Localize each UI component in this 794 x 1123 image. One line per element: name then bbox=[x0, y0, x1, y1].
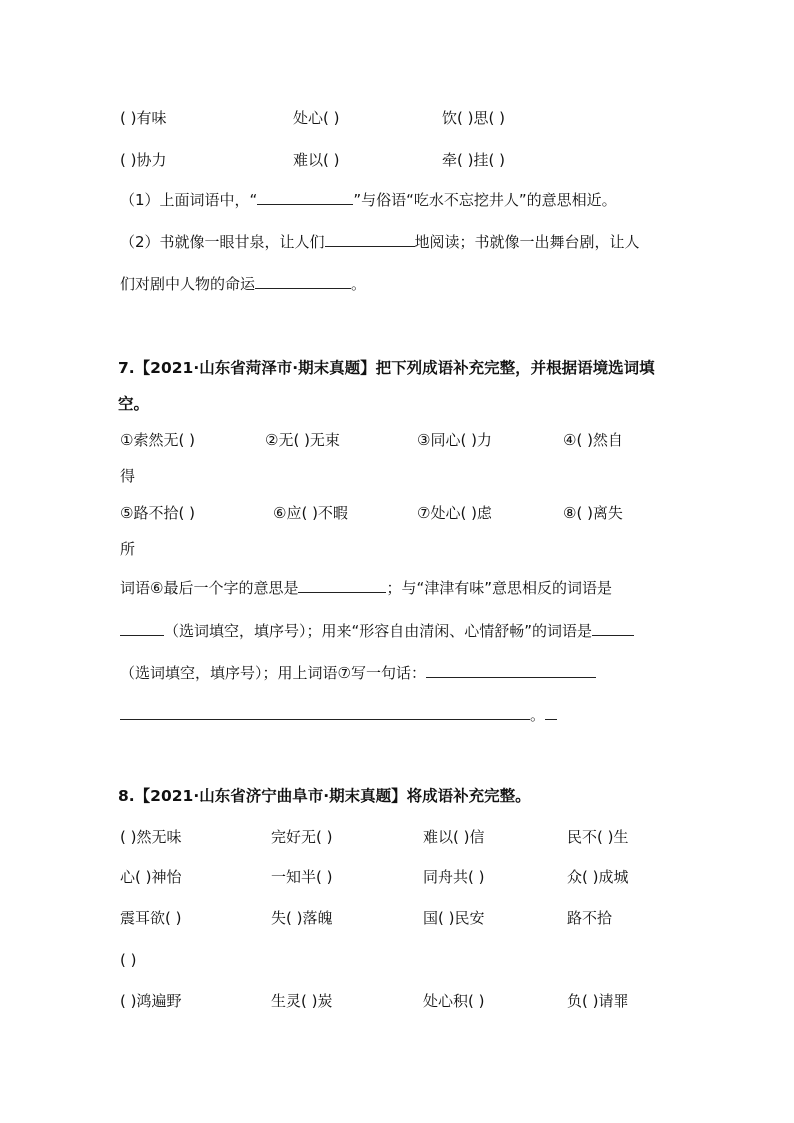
q6-sub2: （2）书就像一眼甘泉，让人们 地阅读；书就像一出舞台剧，让人 bbox=[120, 233, 640, 251]
idiom-blank: 饮( )思( ) bbox=[442, 109, 505, 127]
idiom-blank: 一知半( ) bbox=[271, 868, 333, 886]
idiom-blank: 震耳欲( ) bbox=[120, 909, 182, 927]
idiom-blank: ①索然无( ) bbox=[120, 431, 195, 449]
answer-blank[interactable] bbox=[298, 578, 386, 593]
answer-blank[interactable] bbox=[120, 621, 164, 636]
q7-line3: （选词填空，填序号）；用上词语⑦写一句话： bbox=[120, 661, 596, 685]
idiom-blank: ②无( )无束 bbox=[265, 431, 340, 449]
q6-sub2-cont: 们对剧中人物的命运 。 bbox=[120, 275, 367, 293]
idiom-blank: 牵( )挂( ) bbox=[442, 151, 505, 169]
idiom-blank: ⑧( )离失 bbox=[563, 504, 623, 522]
idiom-blank: 同舟共( ) bbox=[423, 868, 485, 886]
answer-blank[interactable] bbox=[120, 705, 530, 720]
idiom-blank: 生灵( )炭 bbox=[271, 992, 333, 1010]
idiom-blank: ( )然无味 bbox=[120, 828, 182, 846]
q7-row1-wrap: 得 bbox=[120, 467, 136, 485]
answer-blank[interactable] bbox=[325, 232, 415, 247]
q6-sub1: （1）上面词语中，“ ”与俗语“吃水不忘挖井人”的意思相近。 bbox=[120, 191, 617, 209]
q7-line1: 词语⑥最后一个字的意思是 ；与“津津有味”意思相反的词语是 bbox=[120, 579, 612, 597]
idiom-blank: ⑥应( )不暇 bbox=[273, 504, 348, 522]
idiom-blank: ④( )然自 bbox=[563, 431, 623, 449]
answer-blank-tail bbox=[545, 705, 557, 720]
answer-blank[interactable] bbox=[426, 663, 596, 678]
idiom-blank: 处心积( ) bbox=[423, 992, 485, 1010]
idiom-blank: 众( )成城 bbox=[567, 868, 629, 886]
q8-title: 8.【2021·山东省济宁曲阜市·期末真题】将成语补充完整。 bbox=[118, 787, 531, 805]
q7-line4: 。 bbox=[120, 703, 557, 727]
idiom-blank: 心( )神怡 bbox=[120, 868, 182, 886]
idiom-blank: 完好无( ) bbox=[271, 828, 333, 846]
idiom-blank: ③同心( )力 bbox=[417, 431, 492, 449]
idiom-blank: 负( )请罪 bbox=[567, 992, 629, 1010]
idiom-blank: ⑦处心( )虑 bbox=[417, 504, 492, 522]
idiom-blank: ( )有味 bbox=[120, 109, 167, 127]
idiom-blank: 民不( )生 bbox=[567, 828, 629, 846]
idiom-blank: 国( )民安 bbox=[423, 909, 485, 927]
idiom-blank: 路不拾 bbox=[567, 909, 613, 927]
q7-title: 7.【2021·山东省菏泽市·期末真题】把下列成语补充完整，并根据语境选词填 bbox=[118, 359, 655, 377]
answer-blank[interactable] bbox=[592, 621, 634, 636]
q7-row2-wrap: 所 bbox=[120, 540, 136, 558]
answer-blank[interactable] bbox=[257, 190, 353, 205]
idiom-blank: ⑤路不拾( ) bbox=[120, 504, 195, 522]
idiom-blank: ( )协力 bbox=[120, 151, 167, 169]
q7-line2: （选词填空，填序号）；用来“形容自由清闲、心情舒畅”的词语是 bbox=[120, 619, 634, 643]
idiom-blank: 难以( )信 bbox=[423, 828, 485, 846]
idiom-blank: 处心( ) bbox=[293, 109, 340, 127]
q8-row3-wrap: ( ) bbox=[120, 951, 137, 969]
idiom-blank: 难以( ) bbox=[293, 151, 340, 169]
answer-blank[interactable] bbox=[255, 274, 351, 289]
idiom-blank: ( )鸿遍野 bbox=[120, 992, 182, 1010]
idiom-blank: 失( )落魄 bbox=[271, 909, 333, 927]
q7-title-cont: 空。 bbox=[118, 395, 150, 413]
